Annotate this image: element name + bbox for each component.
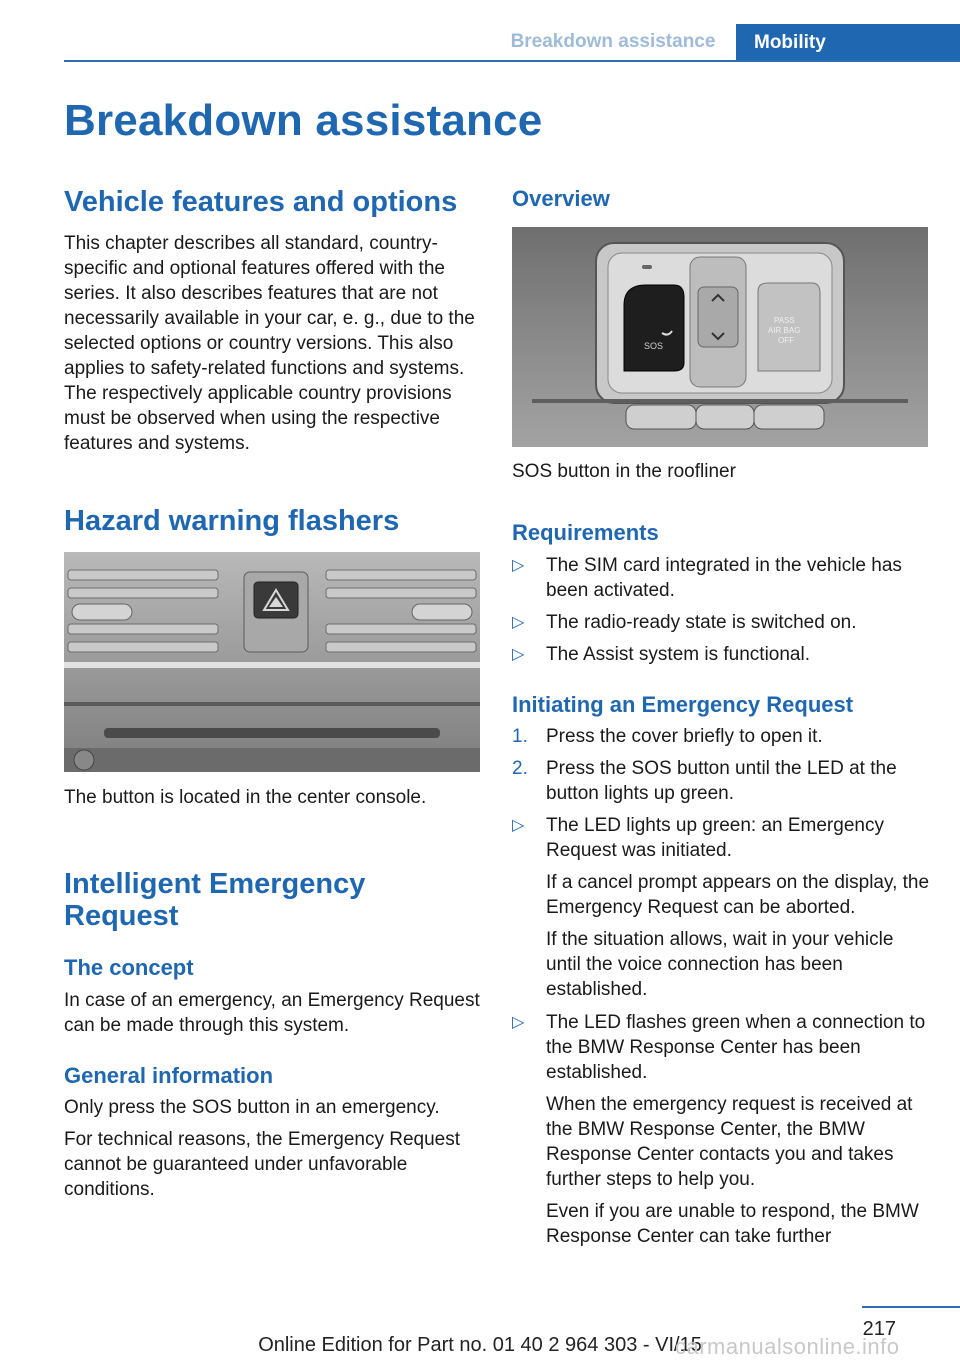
edition-line: Online Edition for Part no. 01 40 2 964 303 - VI/15 xyxy=(258,1334,702,1356)
header-rule xyxy=(64,60,960,62)
header-section-title: Breakdown assistance xyxy=(510,31,716,52)
concept-heading: The concept xyxy=(64,955,194,980)
bullet-marker: ▷ xyxy=(512,817,525,834)
requirement-item xyxy=(512,610,932,635)
status-bullet-p2: When the emergency request is received at the BMW Response Center, the BMW Response Center contacts you and takes further steps to help you. xyxy=(546,1094,913,1190)
pass-airbag-label-1: PASS xyxy=(774,316,795,325)
status-bullet-text: The LED flashes green when a connection to the BMW Response Center has been established. xyxy=(546,1012,926,1083)
general-info-p1: Only press the SOS button in an emergency. xyxy=(64,1097,440,1118)
overview-caption: SOS button in the roofliner xyxy=(512,461,736,482)
watermark: carmanualsonline.info xyxy=(675,1334,900,1359)
step-number: 1. xyxy=(512,726,528,747)
status-bullet-p3: Even if you are unable to respond, the BMW Response Center can take further xyxy=(546,1201,919,1247)
roofliner-illustration xyxy=(512,227,928,447)
status-bullet-p3: If the situation allows, wait in your vehicle until the voice connection has been established. xyxy=(546,929,894,1000)
status-bullet-p2: If a cancel prompt appears on the display, the Emergency Request can be aborted. xyxy=(546,872,930,918)
step-text: Press the cover briefly to open it. xyxy=(546,726,823,747)
step-text: Press the SOS button until the LED at the button lights up green. xyxy=(546,758,897,804)
pass-airbag-label-3: OFF xyxy=(778,336,794,345)
requirement-text: The Assist system is functional. xyxy=(546,644,810,665)
status-bullet-text: The LED lights up green: an Emergency Request was initiated. xyxy=(546,815,884,861)
pass-airbag-label-2: AIR BAG xyxy=(768,326,801,335)
page-title: Breakdown assistance xyxy=(64,96,543,145)
hazard-caption: The button is located in the center console. xyxy=(64,787,427,808)
requirement-text: The radio-ready state is switched on. xyxy=(546,612,857,633)
step-number: 2. xyxy=(512,758,528,779)
bullet-marker: ▷ xyxy=(512,646,525,663)
general-info-p2: For technical reasons, the Emergency Request cannot be guaranteed under unfavorable conditions. xyxy=(64,1129,461,1200)
bullet-marker: ▷ xyxy=(512,614,525,631)
initiating-heading: Initiating an Emergency Request xyxy=(512,692,854,717)
requirement-item xyxy=(512,642,932,667)
vehicle-features-heading: Vehicle features and options xyxy=(64,186,458,218)
sos-button-label: SOS xyxy=(644,341,664,351)
general-info-heading: General information xyxy=(64,1063,274,1088)
requirements-heading: Requirements xyxy=(512,520,659,545)
requirement-text: The SIM card integrated in the vehicle has been activated. xyxy=(546,555,902,601)
header-chapter-tab: Mobility xyxy=(736,24,960,61)
status-bullet-flashing xyxy=(512,1010,932,1249)
status-bullet-green xyxy=(512,813,932,1002)
hazard-heading: Hazard warning flashers xyxy=(64,505,400,537)
concept-body: In case of an emergency, an Emergency Request can be made through this system. xyxy=(64,990,480,1036)
ier-heading-line2: Request xyxy=(64,900,179,932)
vehicle-features-body: This chapter describes all standard, country-specific and optional features offered with the series. It also describes features that are not necessarily available in your car, e. g., due to the selected options or country versions. This also applies to safety-related functions and systems. The respectively applicable country provisions must be observed when using the respective features and systems. xyxy=(64,233,475,454)
sos-photo xyxy=(512,227,928,447)
ier-heading-line1: Intelligent Emergency xyxy=(64,868,366,900)
footer-rule xyxy=(862,1306,960,1308)
hazard-photo xyxy=(64,552,480,772)
bullet-marker: ▷ xyxy=(512,557,525,574)
step-item xyxy=(512,756,932,806)
step-item xyxy=(512,724,932,749)
center-console-illustration xyxy=(64,552,480,772)
overview-heading: Overview xyxy=(512,186,610,211)
page-number: 217 xyxy=(862,1318,896,1340)
bullet-marker: ▷ xyxy=(512,1014,525,1031)
requirement-item xyxy=(512,553,932,603)
